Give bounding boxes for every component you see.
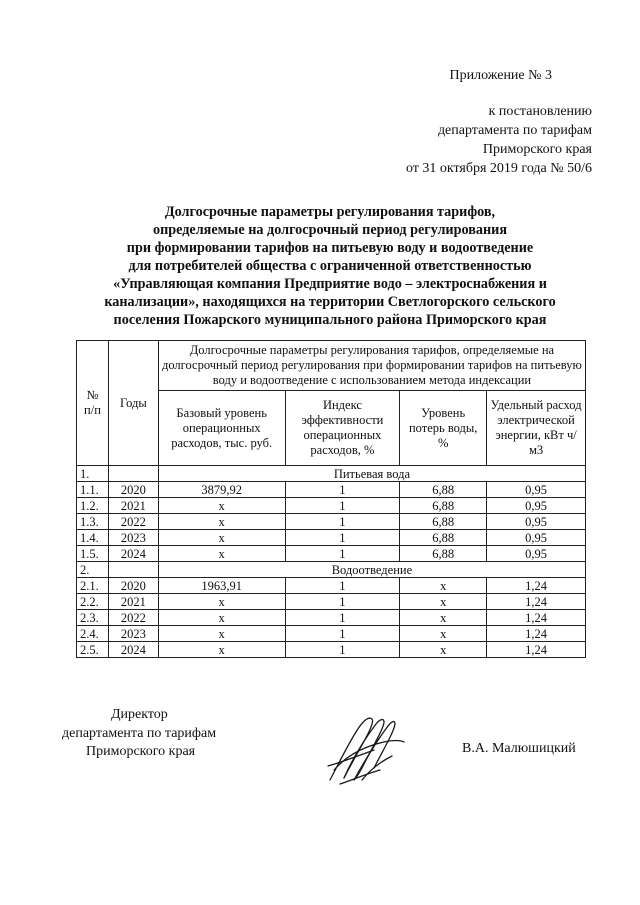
- cell-base: 1963,91: [158, 578, 285, 594]
- section-title: Водоотведение: [158, 562, 585, 578]
- handwritten-signature: [322, 710, 408, 790]
- cell-index: 1: [285, 530, 400, 546]
- cell-base: х: [158, 642, 285, 658]
- cell-loss: х: [400, 626, 487, 642]
- tariff-parameters-table: [76, 340, 586, 658]
- header-group: Долгосрочные параметры регулирования тарифов, определяемые на долгосрочный период регулирования при формировании тарифов на питьевую воду и водоотведение с использованием метода индексации: [158, 341, 585, 391]
- cell-energy: 1,24: [487, 594, 586, 610]
- cell-index: 1: [285, 626, 400, 642]
- cell-year: 2024: [108, 642, 158, 658]
- table-row: [77, 594, 586, 610]
- appendix-title: Приложение № 3: [449, 68, 552, 83]
- section-title: Питьевая вода: [158, 466, 585, 482]
- cell-year: 2021: [108, 594, 158, 610]
- cell-num: 1.4.: [77, 530, 109, 546]
- table-row: [77, 530, 586, 546]
- heading-line: при формировании тарифов на питьевую воду и водоотведение: [126, 240, 534, 256]
- cell-index: 1: [285, 514, 400, 530]
- appendix-basis-line: к постановлению: [488, 104, 592, 119]
- position-line: департамента по тарифам: [62, 725, 217, 741]
- header-year: Годы: [108, 341, 158, 466]
- table-row: [77, 546, 586, 562]
- cell-num: 1.1.: [77, 482, 109, 498]
- cell-index: 1: [285, 594, 400, 610]
- cell-num: 1.3.: [77, 514, 109, 530]
- section-number: 1.: [77, 466, 109, 482]
- table-row: [77, 578, 586, 594]
- heading-line: «Управляющая компания Предприятие водо – электроснабжения и: [113, 276, 547, 292]
- section-row: [77, 562, 586, 578]
- cell-loss: х: [400, 578, 487, 594]
- cell-loss: 6,88: [400, 482, 487, 498]
- cell-base: х: [158, 594, 285, 610]
- cell-year: 2023: [108, 626, 158, 642]
- heading-line: для потребителей общества с ограниченной ответственностью: [128, 258, 532, 274]
- cell-base: х: [158, 498, 285, 514]
- table-row: [77, 498, 586, 514]
- header-num: № п/п: [77, 341, 109, 466]
- section-number: 2.: [77, 562, 109, 578]
- appendix-basis-line: от 31 октября 2019 года № 50/6: [405, 161, 592, 176]
- cell-loss: 6,88: [400, 498, 487, 514]
- cell-index: 1: [285, 498, 400, 514]
- cell-year: 2021: [108, 498, 158, 514]
- cell-energy: 1,24: [487, 626, 586, 642]
- section-row: [77, 466, 586, 482]
- cell-base: 3879,92: [158, 482, 285, 498]
- signatory-name: В.А. Малюшицкий: [462, 741, 576, 756]
- cell-energy: 1,24: [487, 610, 586, 626]
- heading-line: определяемые на долгосрочный период регулирования: [152, 222, 508, 238]
- signatory-position: [62, 706, 216, 762]
- heading-line: Долгосрочные параметры регулирования тарифов,: [164, 204, 496, 220]
- cell-year: 2020: [108, 578, 158, 594]
- cell-num: 2.1.: [77, 578, 109, 594]
- cell-num: 2.4.: [77, 626, 109, 642]
- cell-energy: 0,95: [487, 482, 586, 498]
- cell-energy: 0,95: [487, 546, 586, 562]
- appendix-basis-line: Приморского края: [482, 142, 592, 157]
- table-row: [77, 610, 586, 626]
- cell-base: х: [158, 514, 285, 530]
- cell-num: 1.5.: [77, 546, 109, 562]
- cell-index: 1: [285, 578, 400, 594]
- position-line: Директор: [111, 707, 168, 722]
- heading-line: поселения Пожарского муниципального района Приморского края: [113, 312, 547, 328]
- cell-energy: 0,95: [487, 530, 586, 546]
- table-row: [77, 626, 586, 642]
- table-row: [77, 482, 586, 498]
- cell-base: х: [158, 546, 285, 562]
- table-row: [77, 514, 586, 530]
- cell-year: 2024: [108, 546, 158, 562]
- cell-base: х: [158, 610, 285, 626]
- cell-index: 1: [285, 610, 400, 626]
- cell-index: 1: [285, 546, 400, 562]
- table-body: [77, 466, 586, 658]
- appendix-basis-line: департамента по тарифам: [437, 123, 592, 138]
- header-base-level: Базовый уровень операционных расходов, тыс. руб.: [158, 391, 285, 466]
- cell-energy: 0,95: [487, 498, 586, 514]
- cell-loss: 6,88: [400, 546, 487, 562]
- header-water-loss: Уровень потерь воды, %: [400, 391, 487, 466]
- cell-base: х: [158, 530, 285, 546]
- cell-num: 2.3.: [77, 610, 109, 626]
- cell-num: 2.5.: [77, 642, 109, 658]
- cell-energy: 1,24: [487, 642, 586, 658]
- cell-loss: х: [400, 642, 487, 658]
- cell-num: 1.2.: [77, 498, 109, 514]
- cell-num: 2.2.: [77, 594, 109, 610]
- table-row: [77, 642, 586, 658]
- cell-year: 2023: [108, 530, 158, 546]
- cell-energy: 0,95: [487, 514, 586, 530]
- cell-year: 2022: [108, 610, 158, 626]
- heading-line: канализации», находящихся на территории Светлогорского сельского: [104, 294, 556, 310]
- cell-year: 2020: [108, 482, 158, 498]
- cell-loss: 6,88: [400, 514, 487, 530]
- cell-loss: 6,88: [400, 530, 487, 546]
- header-efficiency-index: Индекс эффективности операционных расходов, %: [285, 391, 400, 466]
- cell-loss: х: [400, 594, 487, 610]
- document-heading: [70, 203, 590, 329]
- cell-index: 1: [285, 642, 400, 658]
- cell-energy: 1,24: [487, 578, 586, 594]
- cell-year: 2022: [108, 514, 158, 530]
- cell-base: х: [158, 626, 285, 642]
- header-energy-consumption: Удельный расход электрической энергии, кВт ч/м3: [487, 391, 586, 466]
- cell-loss: х: [400, 610, 487, 626]
- cell-index: 1: [285, 482, 400, 498]
- position-line: Приморского края: [86, 744, 196, 759]
- appendix-block: [380, 66, 592, 178]
